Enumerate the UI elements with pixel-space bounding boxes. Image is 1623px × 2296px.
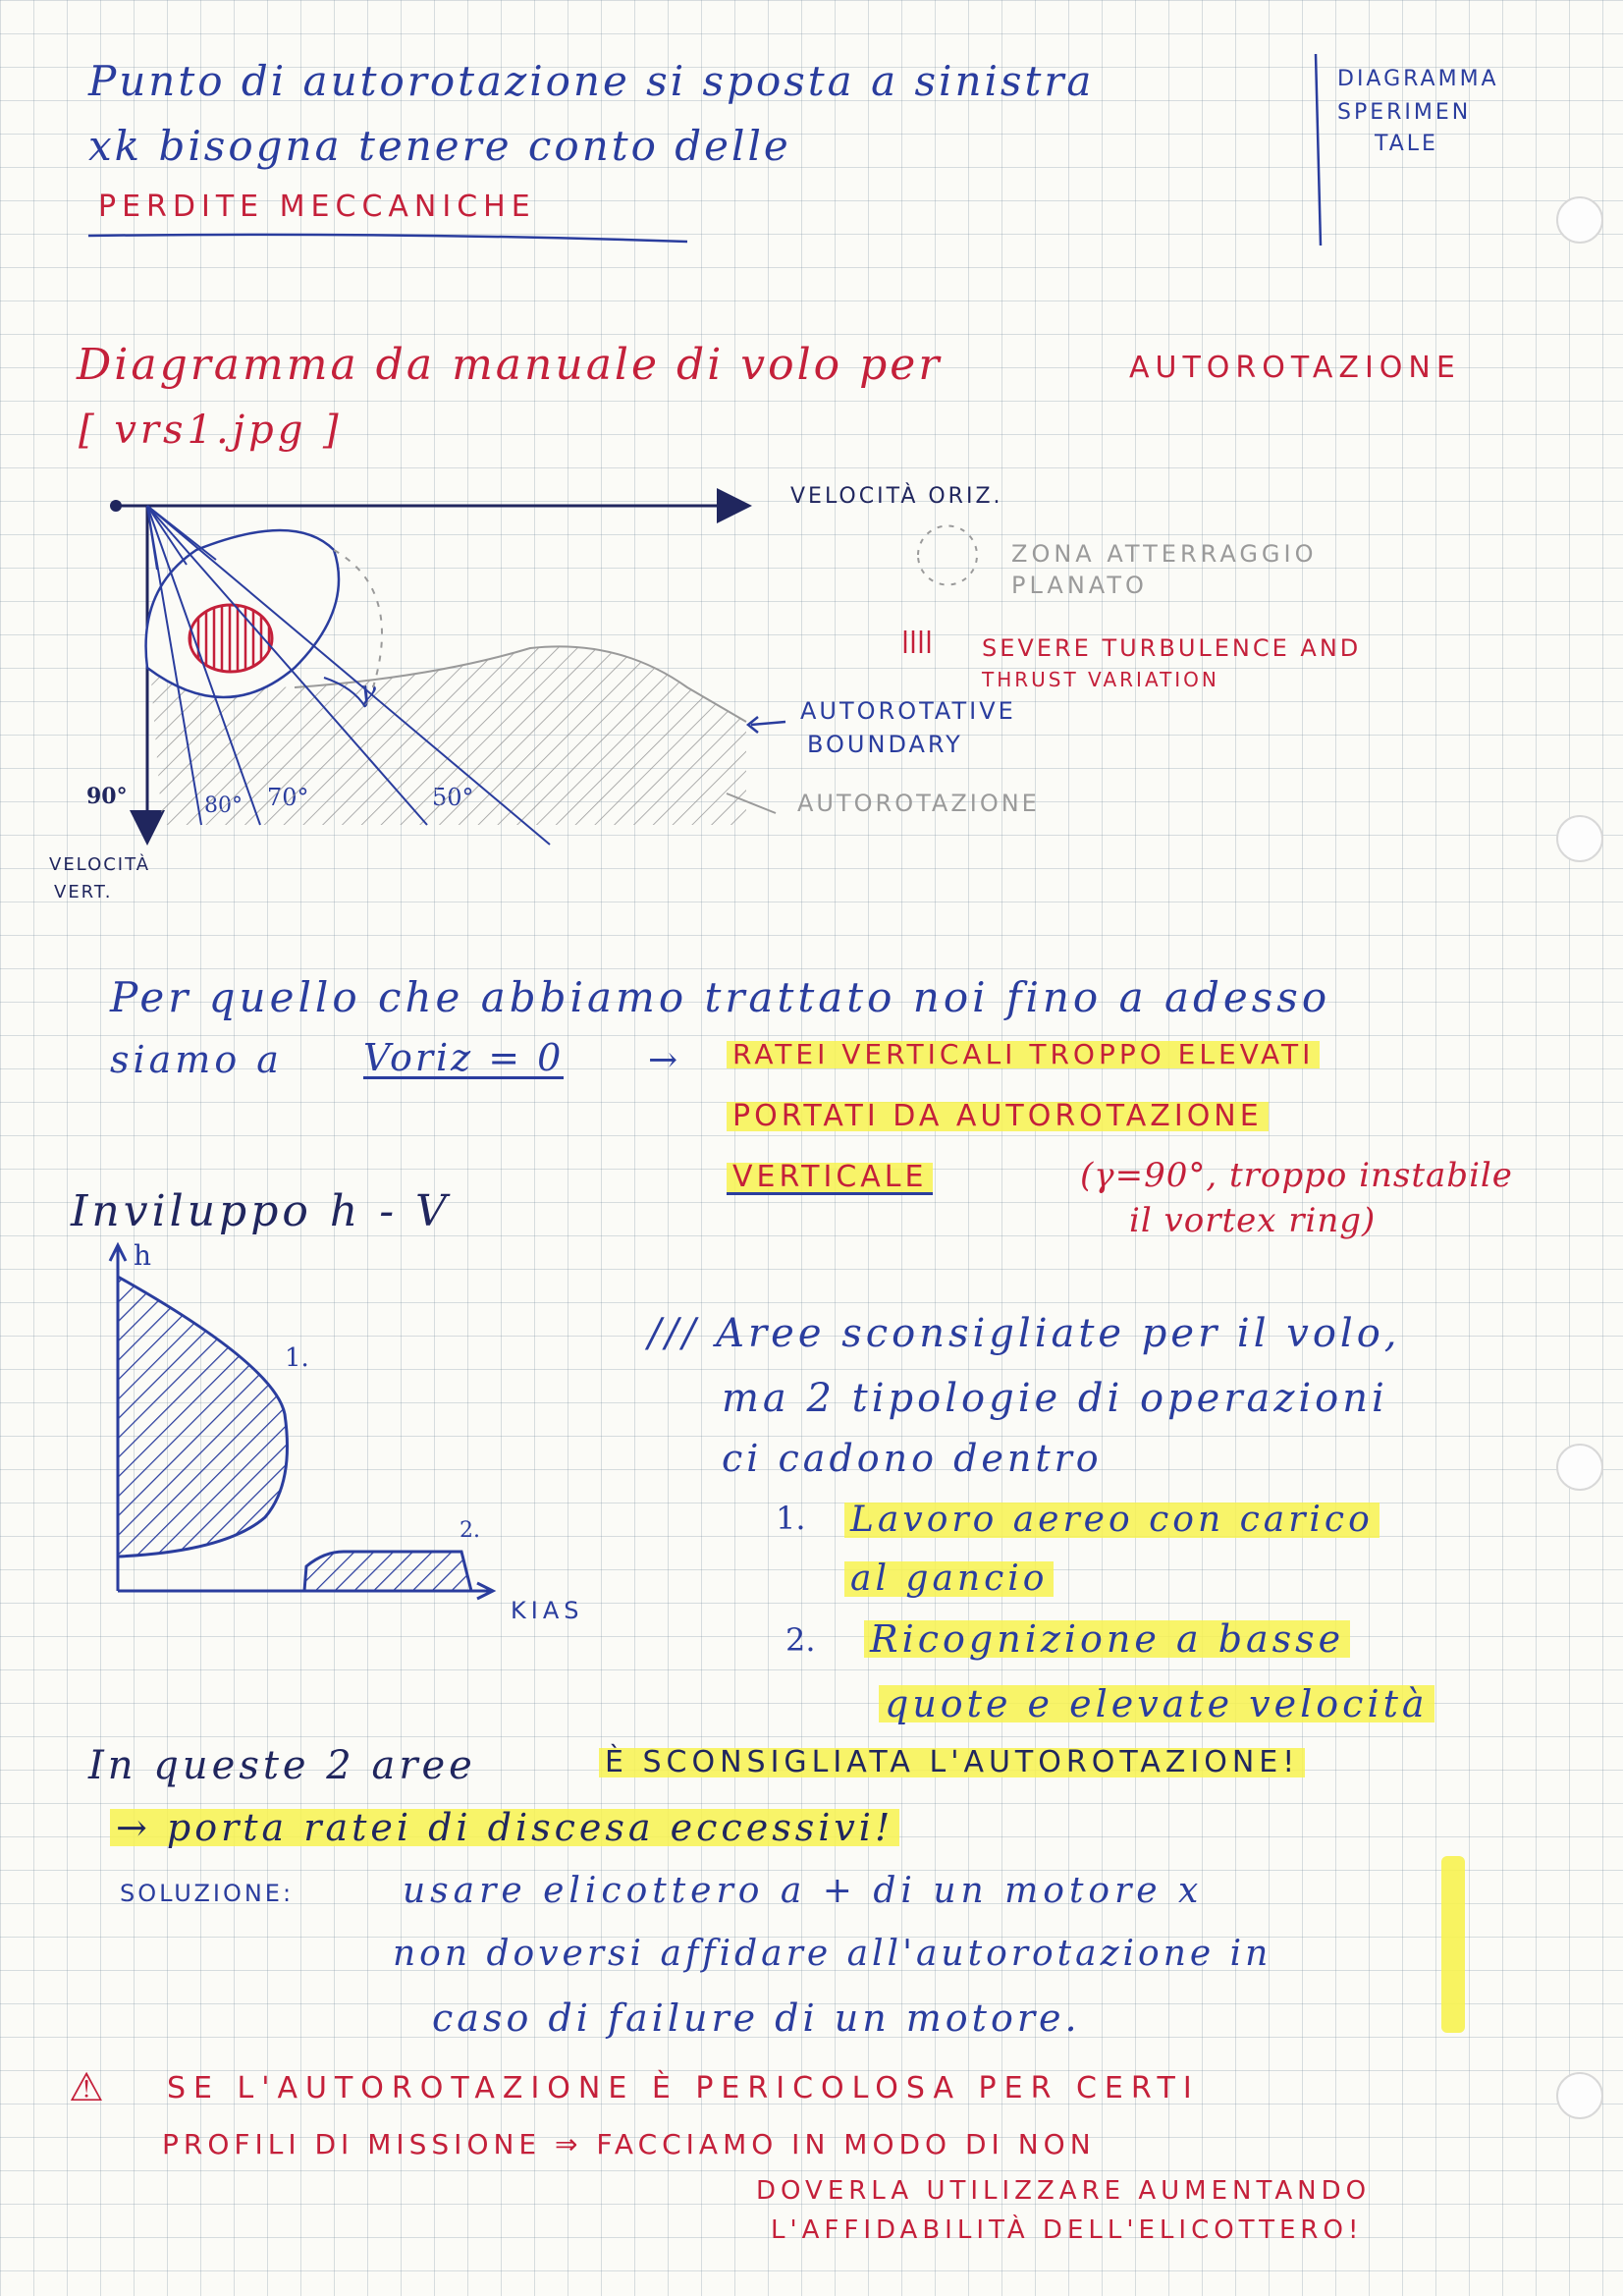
item2-number: 2.	[785, 1621, 816, 1659]
hv-axis-h: h	[134, 1239, 152, 1272]
solution-line1: usare elicottero a + di un motore x	[403, 1871, 1204, 1911]
top-separator	[1316, 54, 1321, 246]
legend-dashed-circle	[918, 526, 977, 585]
section4-warning-highlight: È SCONSIGLIATA L'AUTOROTAZIONE!	[599, 1748, 1305, 1777]
voriz-underline	[353, 1075, 609, 1077]
legend-red-hatch	[905, 630, 929, 653]
section5-line1: SE L'AUTOROTAZIONE È PERICOLOSA PER CERTI	[167, 2071, 1200, 2105]
item2-text-b: quote e elevate velocità	[879, 1685, 1434, 1722]
section5-line3: DOVERLA UTILIZZARE AUMENTANDO	[756, 2176, 1372, 2206]
origin-dot	[110, 500, 122, 512]
top-line-1: Punto di autorotazione si sposta a sinistra	[88, 57, 1095, 105]
hv-region-1-label: 1.	[285, 1343, 309, 1373]
legend-turbulence-1: SEVERE TURBULENCE AND	[982, 634, 1362, 662]
angle-90: 90°	[86, 784, 128, 809]
top-underline	[88, 235, 687, 242]
axis-label-velocita-oriz: VELOCITÀ ORIZ.	[790, 484, 1003, 509]
section4-line2: → porta ratei di discesa eccessivi!	[110, 1809, 899, 1846]
highlight-portati: PORTATI DA AUTOROTAZIONE	[727, 1102, 1269, 1131]
section2-arrow: →	[648, 1040, 678, 1080]
region-dashed	[334, 550, 382, 687]
section4-line1a: In queste 2 aree	[88, 1743, 476, 1788]
legend-turbulence-2: THRUST VARIATION	[982, 668, 1219, 691]
legend-landing-2: PLANATO	[1011, 572, 1148, 599]
solution-line2: non doversi affidare all'autorotazione in	[393, 1934, 1272, 1974]
item1-number: 1.	[776, 1500, 806, 1537]
section2-line1: Per quello che abbiamo trattato noi fino a adesso	[110, 973, 1331, 1021]
side-note-1: DIAGRAMMA	[1337, 67, 1499, 91]
hv-axis-kias: KIAS	[511, 1597, 584, 1624]
section2-note-1: (γ=90°, troppo instabile	[1080, 1156, 1513, 1195]
section5-line2: PROFILI DI MISSIONE ⇒ FACCIAMO IN MODO DI NON	[162, 2128, 1096, 2160]
section3-text3: ci cadono dentro	[722, 1437, 1103, 1480]
item1-text-b: al gancio	[844, 1561, 1054, 1597]
axis-label-velocita-vert-2: VERT.	[54, 882, 113, 902]
warning-icon: ⚠	[69, 2065, 104, 2110]
legend-boundary-1: AUTOROTATIVE	[800, 697, 1016, 725]
legend-boundary-2: BOUNDARY	[807, 731, 963, 758]
highlight-verticale: VERTICALE	[727, 1163, 933, 1195]
section1-title-caps: AUTOROTAZIONE	[1129, 351, 1461, 385]
inviluppo-title: Inviluppo h - V	[71, 1186, 451, 1236]
side-note-3: TALE	[1375, 132, 1438, 156]
legend-boundary-arrow	[751, 722, 785, 725]
hv-region-1	[118, 1277, 288, 1557]
section5-line4: L'AFFIDABILITÀ DELL'ELICOTTERO!	[771, 2215, 1364, 2245]
axis-label-velocita-vert-1: VELOCITÀ	[49, 854, 151, 875]
section2-voriz: Voriz = 0	[363, 1036, 565, 1079]
hv-region-2	[304, 1552, 471, 1591]
section1-title: Diagramma da manuale di volo per	[77, 340, 943, 390]
top-line-3: PERDITE MECCANICHE	[98, 190, 536, 224]
side-note-2: SPERIMEN	[1337, 100, 1472, 125]
legend-landing-1: ZONA ATTERRAGGIO	[1011, 540, 1318, 568]
section2-line2a: siamo a	[110, 1038, 283, 1081]
section3-text2: ma 2 tipologie di operazioni	[722, 1376, 1388, 1421]
top-line-2: xk bisogna tenere conto delle	[88, 122, 791, 170]
section2-note-2: il vortex ring)	[1129, 1201, 1377, 1240]
solution-line3: caso di failure di un motore.	[432, 1996, 1081, 2040]
hv-region-2-label: 2.	[460, 1518, 480, 1543]
section3-text1: /// Aree sconsigliate per il volo,	[648, 1311, 1401, 1356]
file-reference: [ vrs1.jpg ]	[79, 408, 343, 453]
solution-label: SOLUZIONE:	[120, 1880, 295, 1907]
solution-highlight-bar	[1441, 1856, 1465, 2033]
legend-autorotazione: AUTOROTAZIONE	[797, 790, 1040, 817]
highlight-ratei: RATEI VERTICALI TROPPO ELEVATI	[727, 1041, 1320, 1068]
item1-text-a: Lavoro aereo con carico	[844, 1503, 1380, 1538]
item2-text-a: Ricognizione a basse	[864, 1620, 1350, 1658]
